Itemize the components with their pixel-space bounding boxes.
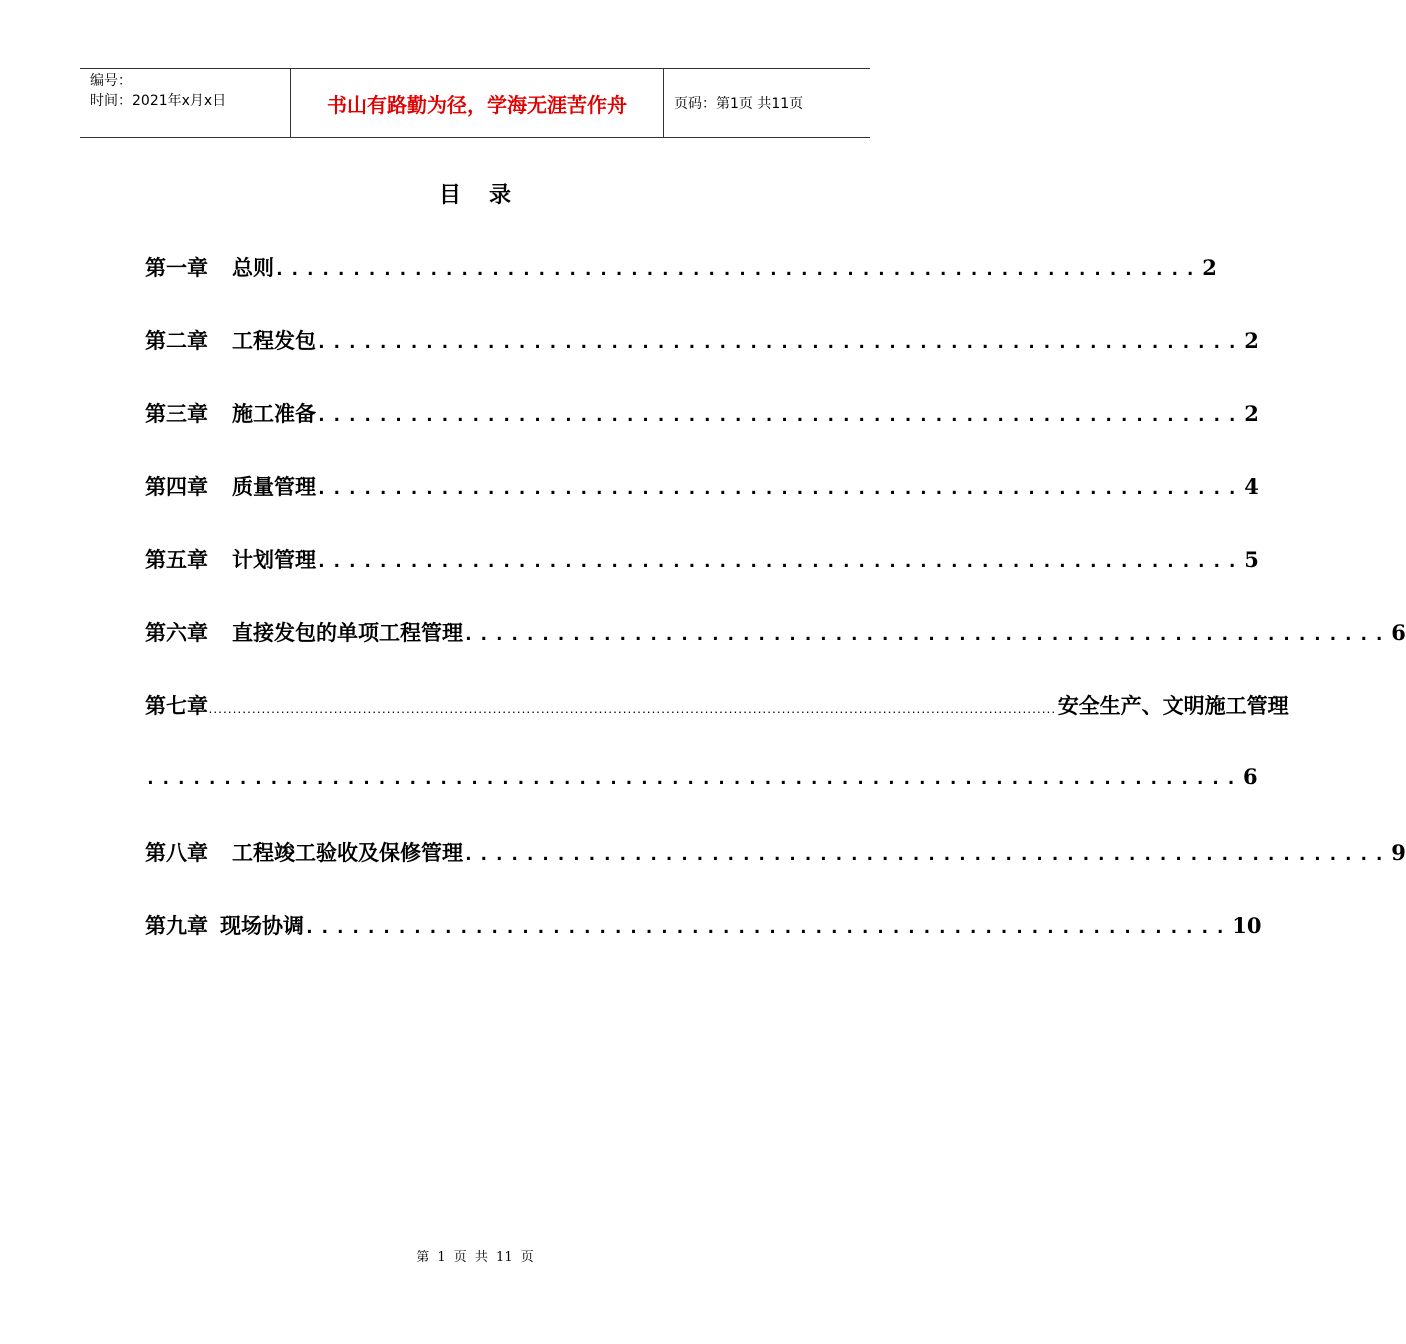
toc-dot-leader: ............................................................: [463, 844, 1390, 865]
toc-entry[interactable]: [145, 252, 1217, 284]
toc-entry[interactable]: [145, 398, 1259, 430]
toc-dot-leader: .......................................................................: [145, 768, 1242, 789]
toc-dot-leader: ............................................................: [316, 551, 1243, 572]
toc-page-number: 10: [1232, 913, 1262, 938]
toc-entry[interactable]: [145, 690, 1289, 722]
toc-page-number: 9: [1391, 840, 1406, 865]
toc-entry[interactable]: [145, 325, 1259, 357]
document-number-label: 编号：: [90, 73, 132, 89]
toc-dot-leader: ................................................................................................................................................................................: [208, 706, 1056, 715]
toc-dot-leader: ............................................................: [316, 478, 1243, 499]
toc-entry[interactable]: [145, 544, 1259, 576]
toc-chapter-title: 直接发包的单项工程管理: [232, 621, 463, 645]
toc-page-number: 6: [1391, 620, 1406, 645]
toc-entry[interactable]: [145, 837, 1406, 869]
toc-entry[interactable]: [145, 617, 1406, 649]
toc-entry-continuation[interactable]: [145, 764, 1258, 796]
toc-chapter-title: 工程发包: [232, 329, 316, 353]
toc-chapter-title: 计划管理: [232, 548, 316, 572]
toc-chapter-number: 第一章: [145, 256, 208, 280]
toc-heading: 目录: [438, 183, 539, 208]
toc-chapter-number: 第三章: [145, 402, 208, 426]
toc-page-number: 2: [1244, 401, 1259, 426]
toc-entry[interactable]: [145, 471, 1259, 503]
toc-chapter-number: 第八章: [145, 841, 208, 865]
toc-chapter-number: 第七章: [145, 694, 208, 718]
toc-dot-leader: ............................................................: [463, 624, 1390, 645]
toc-chapter-title: 施工准备: [232, 402, 316, 426]
toc-chapter-title: 质量管理: [232, 475, 316, 499]
toc-page-number: 5: [1244, 547, 1259, 572]
header-motto: 书山有路勤为径，学海无涯苦作舟: [291, 69, 664, 137]
toc-page-number: 2: [1202, 255, 1217, 280]
toc-dot-leader: ............................................................: [304, 917, 1231, 938]
page-header: [80, 68, 870, 138]
toc-page-number: 2: [1244, 328, 1259, 353]
toc-chapter-title: 工程竣工验收及保修管理: [232, 841, 463, 865]
page-footer: 第 1 页 共 11 页: [416, 1250, 534, 1265]
toc-chapter-number: 第六章: [145, 621, 208, 645]
toc-entry[interactable]: [145, 910, 1262, 942]
toc-chapter-title: 现场协调: [220, 914, 304, 938]
header-page-info: 页码：第1页 共11页: [674, 96, 804, 112]
header-meta: [80, 69, 291, 137]
toc-page-number: 4: [1244, 474, 1259, 499]
toc-chapter-number: 第五章: [145, 548, 208, 572]
toc-page-number: 6: [1243, 764, 1258, 789]
toc-dot-leader: ............................................................: [316, 332, 1243, 353]
toc-dot-leader: ............................................................: [274, 259, 1201, 280]
toc-dot-leader: ............................................................: [316, 405, 1243, 426]
toc-chapter-number: 第二章: [145, 329, 208, 353]
toc-chapter-title: 安全生产、文明施工管理: [1057, 694, 1289, 718]
toc-chapter-number: 第四章: [145, 475, 208, 499]
toc-chapter-title: 总则: [232, 256, 274, 280]
document-date-label: 时间：2021年x月x日: [90, 93, 227, 109]
toc-chapter-number: 第九章: [145, 914, 208, 938]
